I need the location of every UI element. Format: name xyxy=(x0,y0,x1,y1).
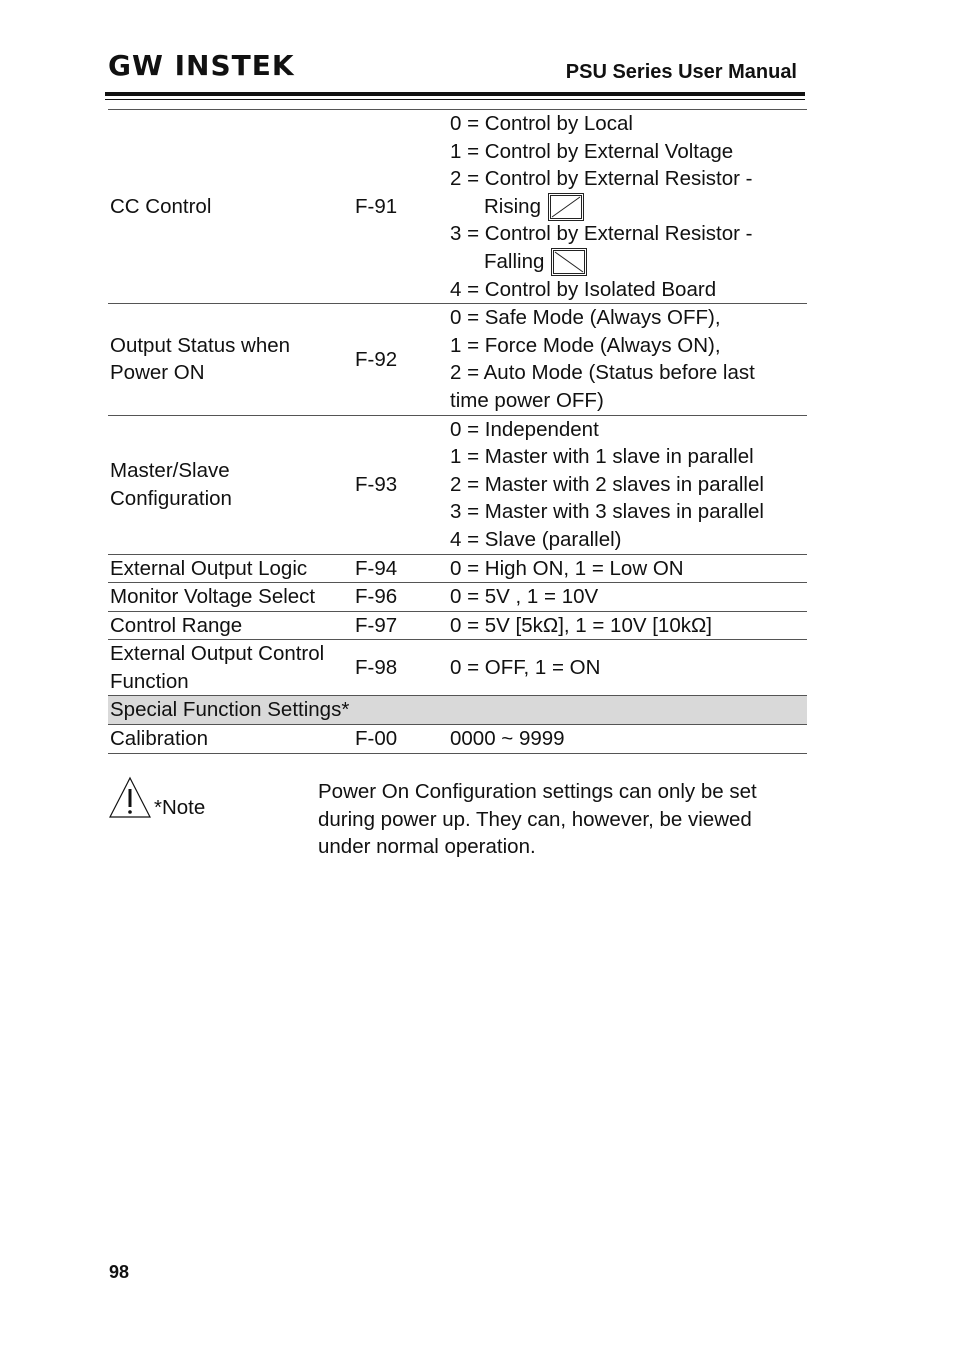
table-row xyxy=(108,554,807,583)
option-line-falling xyxy=(450,248,585,276)
option-line: 3 = Master with 3 slaves in parallel xyxy=(450,500,764,524)
note-block xyxy=(108,776,808,866)
setting-name: CC Control xyxy=(108,110,353,304)
option-line: 2 = Control by External Resistor - xyxy=(450,167,753,191)
setting-name xyxy=(108,415,353,554)
option-line: 0 = Independent xyxy=(450,417,599,441)
setting-code: F-97 xyxy=(353,611,448,640)
header-rule-thick xyxy=(105,92,805,96)
setting-value: 0 = 5V , 1 = 10V xyxy=(448,583,807,612)
note-label: *Note xyxy=(154,796,206,819)
setting-options xyxy=(448,304,807,415)
setting-name-line: Configuration xyxy=(110,486,232,510)
option-line: 2 = Master with 2 slaves in parallel xyxy=(450,472,764,496)
setting-name: External Output Logic xyxy=(108,554,353,583)
gw-instek-logo: GW INSTEK xyxy=(108,49,295,82)
table-row xyxy=(108,415,807,554)
rising-slope-icon xyxy=(550,195,582,219)
option-line: 4 = Slave (parallel) xyxy=(450,527,622,551)
option-line: 3 = Control by External Resistor - xyxy=(450,222,753,246)
setting-name-line: External Output Control xyxy=(110,642,325,666)
setting-name: Monitor Voltage Select xyxy=(108,583,353,612)
section-header: Special Function Settings* xyxy=(108,696,807,725)
setting-name-line: Master/Slave xyxy=(110,458,230,482)
setting-name: Control Range xyxy=(108,611,353,640)
section-header-row xyxy=(108,696,807,725)
setting-code: F-00 xyxy=(353,725,448,754)
power-on-settings-table xyxy=(108,109,807,754)
setting-code: F-93 xyxy=(353,415,448,554)
setting-value: 0 = 5V [5kΩ], 1 = 10V [10kΩ] xyxy=(448,611,807,640)
setting-name: Calibration xyxy=(108,725,353,754)
option-line: Rising xyxy=(484,194,541,218)
setting-name xyxy=(108,304,353,415)
table-row xyxy=(108,725,807,754)
setting-code: F-94 xyxy=(353,554,448,583)
setting-code: F-96 xyxy=(353,583,448,612)
option-line: 1 = Master with 1 slave in parallel xyxy=(450,445,754,469)
table-row xyxy=(108,640,807,696)
option-line: Falling xyxy=(484,249,545,273)
setting-value: 0000 ~ 9999 xyxy=(448,725,807,754)
option-line: 4 = Control by Isolated Board xyxy=(450,277,717,301)
setting-value: 0 = High ON, 1 = Low ON xyxy=(448,554,807,583)
note-text: Power On Configuration settings can only be set during power up. They can, however, be viewed under normal operation. xyxy=(318,780,757,858)
option-line: 0 = Control by Local xyxy=(450,112,633,135)
header-rule-thin xyxy=(105,99,805,100)
setting-name-line: Function xyxy=(110,669,189,693)
falling-slope-icon xyxy=(553,250,585,274)
setting-options xyxy=(448,415,807,554)
setting-name xyxy=(108,640,353,696)
option-line: 2 = Auto Mode (Status before last xyxy=(450,361,755,385)
setting-options xyxy=(448,110,807,304)
option-line: 1 = Control by External Voltage xyxy=(450,139,734,163)
table-row xyxy=(108,110,807,304)
option-line-rising xyxy=(450,193,582,221)
option-line: time power OFF) xyxy=(450,388,604,412)
setting-code: F-92 xyxy=(353,304,448,415)
setting-code: F-91 xyxy=(353,110,448,304)
setting-value: 0 = OFF, 1 = ON xyxy=(448,640,807,696)
table-row xyxy=(108,583,807,612)
setting-name-line: Power ON xyxy=(110,361,205,385)
page-number: 98 xyxy=(109,1262,130,1282)
option-line: 0 = Safe Mode (Always OFF), xyxy=(450,306,721,330)
warning-icon xyxy=(108,776,152,825)
setting-code: F-98 xyxy=(353,640,448,696)
option-line: 1 = Force Mode (Always ON), xyxy=(450,333,721,357)
table-row xyxy=(108,304,807,415)
table-row xyxy=(108,611,807,640)
manual-title: PSU Series User Manual xyxy=(565,61,797,83)
setting-name-line: Output Status when xyxy=(110,333,291,357)
